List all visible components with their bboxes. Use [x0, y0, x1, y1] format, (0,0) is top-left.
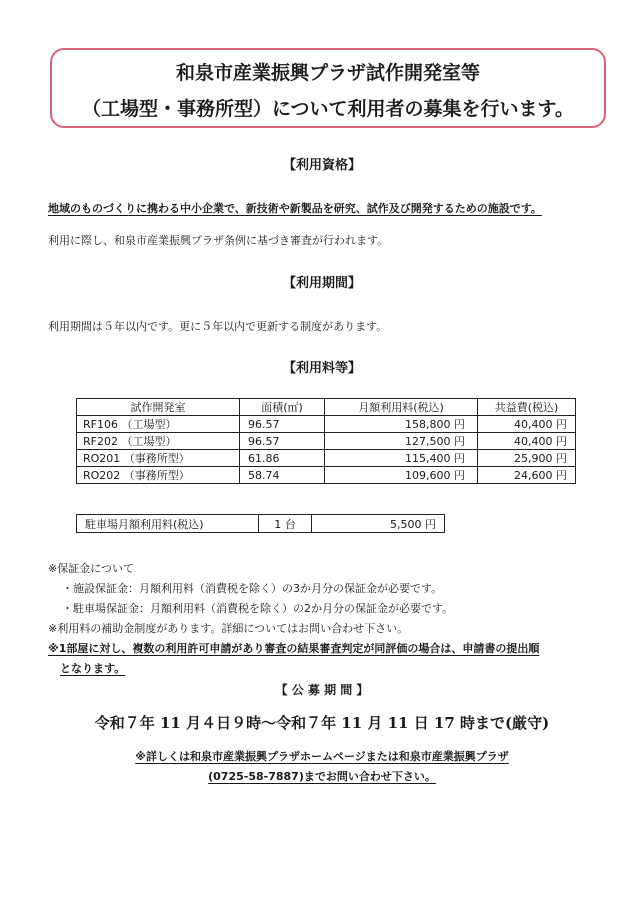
fees-heading: 【利用料等】 [282, 361, 361, 376]
table-row [77, 416, 576, 433]
room-name: RO202 （事務所型） [77, 467, 240, 484]
recruitment-heading: 【 公 募 期 間 】 [275, 683, 369, 697]
review-note-line1: ※1部屋に対し、複数の利用許可申請があり審査の結果審査判定が同評価の場合は、申請書の提出順 [48, 642, 540, 655]
room-common-fee: 25,900 円 [478, 450, 576, 467]
page-title-line1: 和泉市産業振興プラザ試作開発室等 [175, 62, 480, 84]
table-row [77, 467, 576, 484]
fees-table-header [77, 399, 576, 416]
qualification-text-2: 利用に際し、和泉市産業振興プラザ条例に基づき審査が行われます。 [48, 234, 389, 247]
room-common-fee: 40,400 円 [478, 433, 576, 450]
page-title-line2: （工場型・事務所型）について利用者の募集を行います。 [81, 98, 575, 120]
col-common: 共益費(税込) [478, 399, 576, 416]
parking-row [77, 515, 445, 533]
col-room: 試作開発室 [77, 399, 240, 416]
recruitment-period: 令和７年 11 月４日９時～令和７年 11 月 11 日 17 時まで(厳守) [94, 714, 550, 732]
table-row [77, 433, 576, 450]
room-area: 96.57 [240, 433, 325, 450]
room-rent: 115,400 円 [325, 450, 478, 467]
parking-price: 5,500 円 [312, 515, 445, 533]
parking-unit: 1 台 [259, 515, 312, 533]
fees-table [76, 398, 576, 484]
deposit-title: ※保証金について [48, 562, 134, 575]
col-area: 面積(㎡) [240, 399, 325, 416]
deposit-parking: ・駐車場保証金：月額利用料（消費税を除く）の2か月分の保証金が必要です。 [62, 602, 454, 615]
contact-line2: (0725-58-7887)までお問い合わせ下さい。 [208, 770, 436, 783]
room-name: RF106 （工場型） [77, 416, 240, 433]
room-common-fee: 40,400 円 [478, 416, 576, 433]
room-area: 96.57 [240, 416, 325, 433]
review-note-line2: となります。 [60, 662, 126, 675]
table-row [77, 450, 576, 467]
room-common-fee: 24,600 円 [478, 467, 576, 484]
parking-label: 駐車場月額利用料(税込) [77, 515, 259, 533]
col-rent: 月額利用料(税込) [325, 399, 478, 416]
contact-line1: ※詳しくは和泉市産業振興プラザホームページまたは和泉市産業振興プラザ [135, 750, 509, 763]
room-name: RO201 （事務所型） [77, 450, 240, 467]
qualification-text-1: 地域のものづくりに携わる中小企業で、新技術や新製品を研究、試作及び開発するための施設です。 [48, 202, 542, 215]
room-rent: 127,500 円 [325, 433, 478, 450]
period-heading: 【利用期間】 [282, 276, 361, 291]
room-name: RF202 （工場型） [77, 433, 240, 450]
subsidy-note: ※利用料の補助金制度があります。詳細についてはお問い合わせ下さい。 [48, 622, 409, 635]
room-rent: 109,600 円 [325, 467, 478, 484]
title-box [50, 48, 606, 128]
qualification-heading: 【利用資格】 [282, 158, 361, 173]
room-area: 58.74 [240, 467, 325, 484]
room-rent: 158,800 円 [325, 416, 478, 433]
room-area: 61.86 [240, 450, 325, 467]
deposit-facility: ・施設保証金：月額利用料（消費税を除く）の3か月分の保証金が必要です。 [62, 582, 443, 595]
parking-table [76, 514, 445, 533]
period-text: 利用期間は５年以内です。更に５年以内で更新する制度があります。 [48, 320, 388, 333]
